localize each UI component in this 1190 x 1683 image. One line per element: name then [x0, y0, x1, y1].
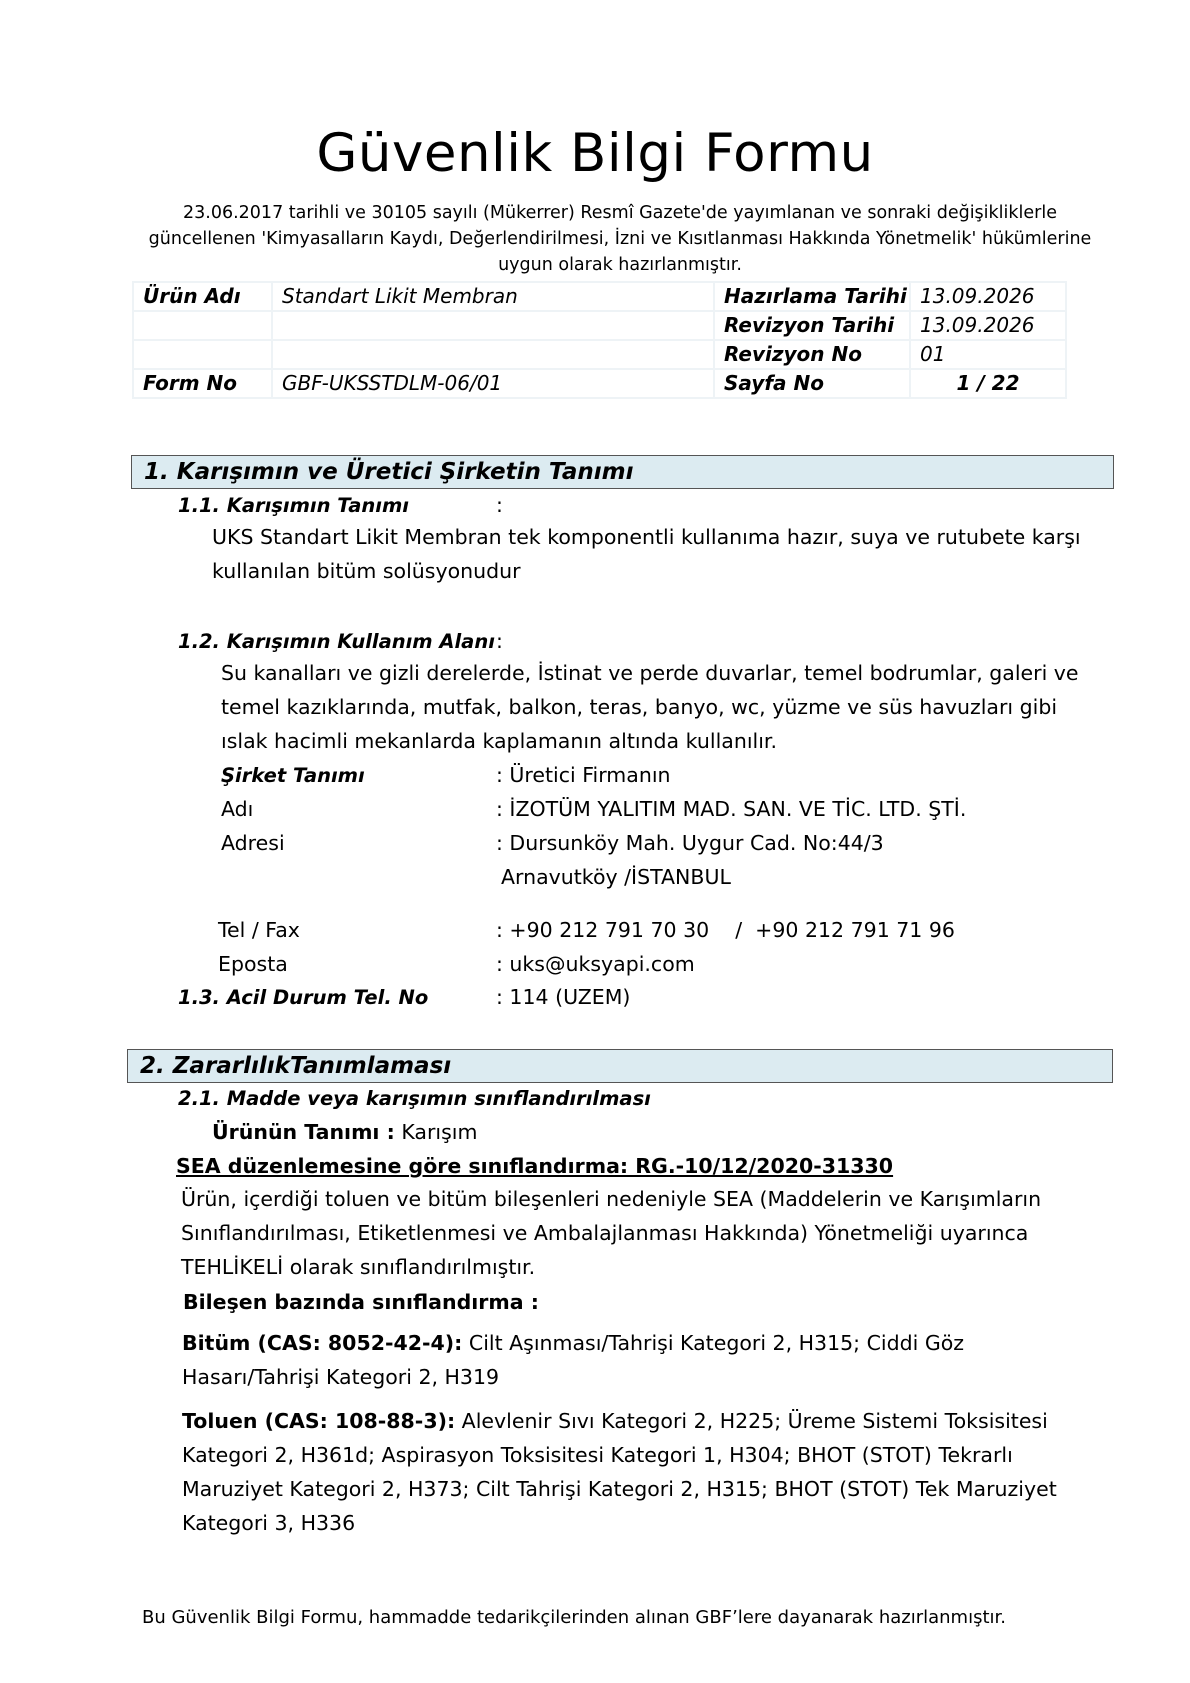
company-label: Şirket Tanımı	[221, 764, 365, 787]
empty-cell	[272, 340, 714, 369]
section-2-heading: 2. ZararlılıkTanımlaması	[127, 1049, 1113, 1083]
section-1-2-label: 1.2. Karışımın Kullanım Alanı	[178, 630, 495, 653]
prep-date-label: Hazırlama Tarihi	[714, 282, 910, 311]
page-no-value: 1 / 22	[910, 369, 1066, 398]
product-definition-value: Karışım	[394, 1120, 478, 1144]
component-classification-heading: Bileşen bazında sınıflandırma :	[183, 1290, 539, 1314]
toluene-label: Toluen (CAS: 108-88-3):	[182, 1409, 456, 1433]
section-1-1-text: UKS Standart Likit Membran tek komponentli kullanıma hazır, suya ve rutubete karşı kullanılan bitüm solüsyonudur	[212, 525, 1081, 583]
product-info-table	[132, 281, 1067, 399]
document-title: Güvenlik Bilgi Formu	[316, 123, 874, 184]
company-value: : Üretici Firmanın	[496, 763, 671, 787]
address-line-2: Arnavutköy /İSTANBUL	[501, 865, 731, 889]
emergency-phone-value: : 114 (UZEM)	[496, 985, 631, 1009]
revision-no-value: 01	[910, 340, 1066, 369]
company-name-value: : İZOTÜM YALITIM MAD. SAN. VE TİC. LTD. ŞTİ.	[496, 797, 967, 821]
address-line-1: : Dursunköy Mah. Uygur Cad. No:44/3	[496, 831, 884, 855]
empty-cell	[133, 311, 272, 340]
sea-classification-heading: SEA düzenlemesine göre sınıflandırma: RG.-10/12/2020-31330	[176, 1154, 894, 1178]
section-1-3-label: 1.3. Acil Durum Tel. No	[178, 986, 429, 1009]
revision-date-value: 13.09.2026	[910, 311, 1066, 340]
sea-classification-text: Ürün, içerdiği toluen ve bitüm bileşenleri nedeniyle SEA (Maddelerin ve Karışımların Sınıflandırılması, Etiketlenmesi ve Ambalajlanması Hakkında) Yönetmeliği uyarınca TEHLİKELİ olarak sınıflandırılmıştır.	[181, 1187, 1042, 1279]
section-1-2-text: Su kanalları ve gizli derelerde, İstinat ve perde duvarlar, temel bodrumlar, galeri ve temel kazıklarında, mutfak, balkon, teras, banyo, wc, yüzme ve süs havuzları gibi ıslak hacimli mekanlarda kaplamanın altında kullanılır.	[221, 661, 1079, 753]
page-no-label: Sayfa No	[714, 369, 910, 398]
tel-fax-label: Tel / Fax	[218, 918, 300, 942]
section-2-1-label: 2.1. Madde veya karışımın sınıflandırılması	[178, 1087, 651, 1110]
email-label: Eposta	[218, 952, 288, 976]
prep-date-value: 13.09.2026	[910, 282, 1066, 311]
empty-cell	[272, 311, 714, 340]
product-definition	[212, 1120, 477, 1144]
product-definition-label: Ürünün Tanımı :	[212, 1120, 395, 1144]
bitumen-label: Bitüm (CAS: 8052-42-4):	[182, 1331, 463, 1355]
tel-fax-value: : +90 212 791 70 30 / +90 212 791 71 96	[496, 918, 955, 942]
section-1-1-label: 1.1. Karışımın Tanımı	[178, 494, 409, 517]
table-row	[133, 340, 1066, 369]
bitumen-text: Cilt Aşınması/Tahrişi Kategori 2, H315; Ciddi Göz Hasarı/Tahrişi Kategori 2, H319	[182, 1331, 965, 1389]
form-no-value: GBF-UKSSTDLM-06/01	[272, 369, 714, 398]
revision-date-label: Revizyon Tarihi	[714, 311, 910, 340]
form-no-label: Form No	[133, 369, 272, 398]
section-1-heading: 1. Karışımın ve Üretici Şirketin Tanımı	[131, 455, 1114, 489]
table-row	[133, 311, 1066, 340]
bitumen-classification	[182, 1326, 1062, 1394]
table-row	[133, 369, 1066, 398]
section-1-2-colon: :	[496, 629, 503, 653]
toluene-text: Alevlenir Sıvı Kategori 2, H225; Üreme Sistemi Toksisitesi Kategori 2, H361d; Aspirasyon Toksisitesi Kategori 1, H304; BHOT (STOT) Tekrarlı Maruziyet Kategori 2, H373; Cilt Tahrişi Kategori 2, H315; BHOT (STOT) Tek Maruziyet Kategori 3, H336	[182, 1409, 1057, 1535]
footer-note: Bu Güvenlik Bilgi Formu, hammadde tedarikçilerinden alınan GBF’lere dayanarak hazırlanmıştır.	[142, 1607, 1006, 1628]
empty-cell	[133, 340, 272, 369]
product-name-value: Standart Likit Membran	[272, 282, 714, 311]
product-name-label: Ürün Adı	[133, 282, 272, 311]
company-name-label: Adı	[221, 797, 254, 821]
section-1-1-colon: :	[496, 493, 503, 517]
email-value: : uks@uksyapi.com	[496, 952, 695, 976]
regulation-subtitle: 23.06.2017 tarihli ve 30105 sayılı (Mükerrer) Resmî Gazete'de yayımlanan ve sonraki değişikliklerle güncellenen 'Kimyasalların Kaydı, Değerlendirilmesi, İzni ve Kısıtlanması Hakkında Yönetmelik' hükümlerine uygun olarak hazırlanmıştır.	[148, 203, 1092, 275]
revision-no-label: Revizyon No	[714, 340, 910, 369]
table-row	[133, 282, 1066, 311]
toluene-classification	[182, 1404, 1102, 1540]
address-label: Adresi	[221, 831, 285, 855]
